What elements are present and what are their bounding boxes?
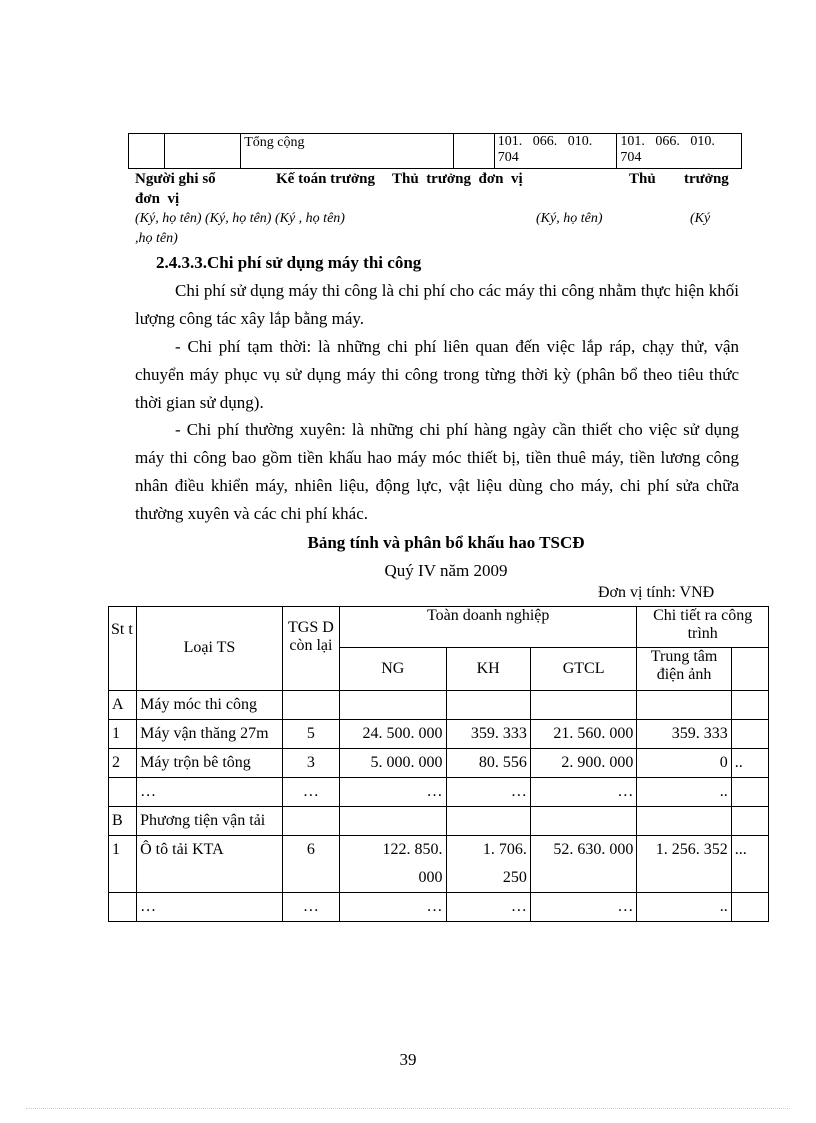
cell-stt: A: [109, 691, 137, 720]
cell-stt: [109, 778, 137, 807]
cell-stt: B: [109, 807, 137, 836]
cell-name: …: [137, 893, 283, 922]
summary-cell-empty: [454, 134, 494, 169]
cell-gtcl: …: [530, 778, 636, 807]
sig-line: (Ký, họ tên) (Ký, họ tên) (Ký , họ tên): [135, 211, 345, 226]
cell-kh: [446, 691, 530, 720]
sig-ky-ho-ten: (Ký, họ tên): [536, 211, 603, 226]
cell-kh: 80. 556: [446, 749, 530, 778]
cell-tgsd: 3: [282, 749, 339, 778]
page-bottom-border: [26, 1108, 790, 1109]
cell-gtcl: 52. 630. 000: [530, 836, 636, 893]
sig-ky: (Ký: [690, 211, 711, 226]
sig-nguoi-ghi-so: Người ghi sổ: [135, 171, 216, 187]
cell-tgsd: [282, 807, 339, 836]
cell-trung-tam: [637, 691, 731, 720]
cell-trung-tam: 359. 333: [637, 720, 731, 749]
cell-extra: ..: [731, 749, 768, 778]
summary-label: Tổng cộng: [241, 134, 454, 169]
depreciation-table: [108, 606, 769, 922]
header-trung-tam: Trung tâm điện ảnh: [637, 648, 731, 691]
cell-ng: [340, 691, 446, 720]
cell-ng: …: [340, 893, 446, 922]
cell-name: Máy móc thi công: [137, 691, 283, 720]
cell-kh: 359. 333: [446, 720, 530, 749]
table-row: [109, 807, 769, 836]
cell-gtcl: …: [530, 893, 636, 922]
summary-total-a-main: 101. 066. 010.: [497, 134, 593, 149]
summary-total-b-tail: 704: [620, 150, 642, 165]
cell-ng: …: [340, 778, 446, 807]
header-ng: NG: [340, 648, 446, 691]
cell-tgsd: [282, 691, 339, 720]
header-extra: [731, 648, 768, 691]
header-tgsd: TGS D còn lại: [282, 607, 339, 691]
cell-extra: [731, 893, 768, 922]
cell-trung-tam: 0: [637, 749, 731, 778]
cell-stt: 1: [109, 720, 137, 749]
sig-thu-truong-2: Thủ: [629, 171, 656, 187]
cell-trung-tam: ..: [637, 893, 731, 922]
section-heading: 2.4.3.3.Chi phí sử dụng máy thi công: [156, 253, 422, 272]
sig-thu-truong-1: Thủ trưởng đơn vị: [392, 171, 523, 187]
table-row: [109, 778, 769, 807]
summary-total-a-tail: 704: [497, 150, 519, 165]
cell-extra: ...: [731, 836, 768, 893]
page-number: 39: [399, 1050, 417, 1069]
table-row: [109, 836, 769, 893]
header-gtcl: GTCL: [530, 648, 636, 691]
sig-don-vi: đơn vị: [135, 191, 180, 207]
sig-ho-ten: ,họ tên): [135, 231, 178, 246]
cell-gtcl: [530, 807, 636, 836]
cell-kh: [446, 807, 530, 836]
table-row: [109, 893, 769, 922]
cell-tgsd: 6: [282, 836, 339, 893]
cell-trung-tam: [637, 807, 731, 836]
summary-total-a: [494, 134, 617, 169]
cell-stt: [109, 893, 137, 922]
summary-cell-empty: [165, 134, 241, 169]
summary-total-b-main: 101. 066. 010.: [620, 134, 715, 149]
cell-kh: 1. 706. 250: [446, 836, 530, 893]
cell-ng: 122. 850. 000: [340, 836, 446, 893]
cell-gtcl: 21. 560. 000: [530, 720, 636, 749]
cell-tgsd: 5: [282, 720, 339, 749]
cell-trung-tam: ..: [637, 778, 731, 807]
cell-name: Phương tiện vận tải: [137, 807, 283, 836]
paragraph-2: - Chi phí tạm thời: là những chi phí liên quan đến việc lắp ráp, chạy thử, vận chuyển máy phục vụ sử dụng máy thi công trong từng thời kỳ (phân bổ theo tiêu thức thời gian sử dụng).: [135, 337, 739, 412]
header-row-1: [109, 607, 769, 648]
header-stt: St t: [109, 607, 137, 691]
header-loai-ts: Loại TS: [137, 607, 283, 691]
cell-kh: …: [446, 778, 530, 807]
cell-extra: [731, 778, 768, 807]
cell-gtcl: 2. 900. 000: [530, 749, 636, 778]
cell-trung-tam: 1. 256. 352: [637, 836, 731, 893]
summary-table: [128, 133, 742, 169]
paragraph-1: Chi phí sử dụng máy thi công là chi phí cho các máy thi công nhằm thực hiện khối lượng công tác xây lắp bằng máy.: [135, 281, 739, 328]
cell-name: …: [137, 778, 283, 807]
cell-gtcl: [530, 691, 636, 720]
table-row: [109, 720, 769, 749]
cell-name: Máy trộn bê tông: [137, 749, 283, 778]
paragraph-3: - Chi phí thường xuyên: là những chi phí hàng ngày cần thiết cho việc sử dụng máy thi công bao gồm tiền khấu hao máy móc thiết bị, tiền thuê máy, tiền lương công nhân điều khiển máy, nhiên liệu, động lực, vật liệu dùng cho máy, chi phí sửa chữa thường xuyên và các chi phí khác.: [135, 420, 739, 523]
table-row: [109, 691, 769, 720]
unit-label: Đơn vị tính: VNĐ: [598, 584, 715, 601]
summary-row: [129, 134, 742, 169]
summary-cell-empty: [129, 134, 165, 169]
cell-ng: [340, 807, 446, 836]
cell-extra: [731, 720, 768, 749]
cell-stt: 2: [109, 749, 137, 778]
cell-ng: 24. 500. 000: [340, 720, 446, 749]
cell-stt: 1: [109, 836, 137, 893]
cell-name: Ô tô tải KTA: [137, 836, 283, 893]
table-row: [109, 749, 769, 778]
cell-tgsd: …: [282, 778, 339, 807]
header-chi-tiet: Chi tiết ra công trình: [637, 607, 769, 648]
table-body: [109, 691, 769, 922]
cell-extra: [731, 691, 768, 720]
cell-kh: …: [446, 893, 530, 922]
summary-total-b: [617, 134, 742, 169]
table-title: Bảng tính và phân bổ khấu hao TSCĐ: [307, 533, 585, 552]
header-kh: KH: [446, 648, 530, 691]
cell-tgsd: …: [282, 893, 339, 922]
table-subtitle: Quý IV năm 2009: [384, 561, 508, 580]
cell-extra: [731, 807, 768, 836]
cell-ng: 5. 000. 000: [340, 749, 446, 778]
sig-ke-toan: Kế toán trưởng: [276, 171, 375, 187]
cell-name: Máy vận thăng 27m: [137, 720, 283, 749]
header-toan-dn: Toàn doanh nghiệp: [340, 607, 637, 648]
sig-truong-2: trưởng: [684, 171, 729, 187]
